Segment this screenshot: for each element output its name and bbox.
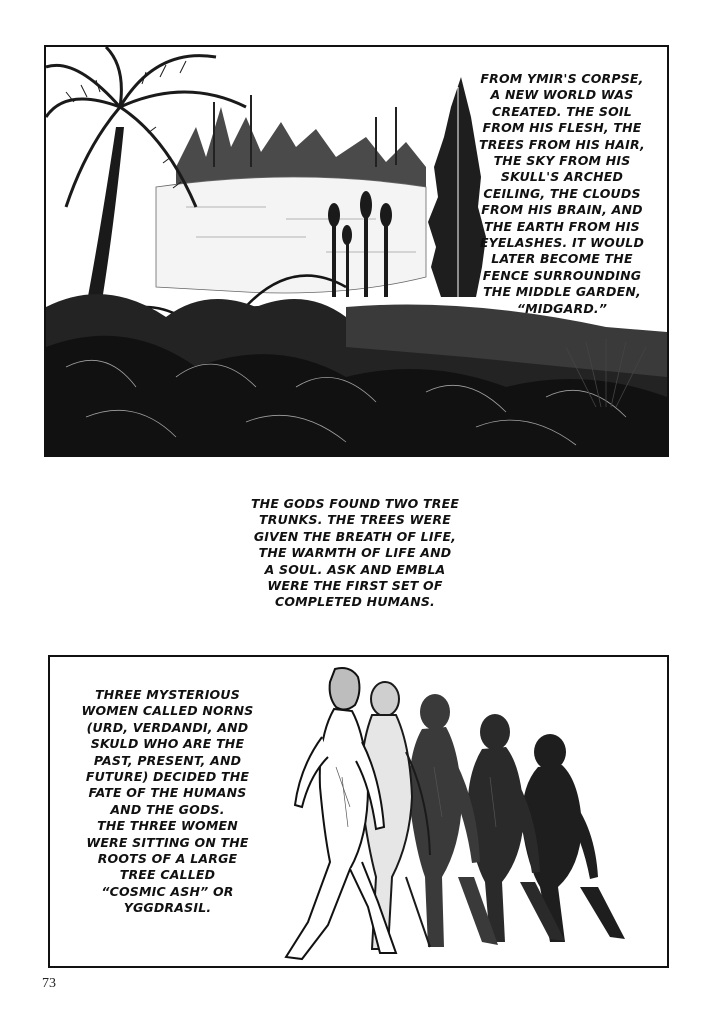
ask-embla-caption: THE GODS FOUND TWO TREE TRUNKS. THE TREES WERE GIVEN THE BREATH OF LIFE, THE WARMTH OF LIFE AND A SOUL. ASK AND EMBLA WERE THE FIRST SET OF COMPLETED HUMANS. [250, 496, 460, 610]
norns-caption: THREE MYSTERIOUS WOMEN CALLED NORNS (URD, VERDANDI, AND SKULD WHO ARE THE PAST, PRESENT, AND FUTURE) DECIDED THE FATE OF THE HUMANS AND THE GODS. THE THREE WOMEN WERE SITTING ON THE ROOTS OF A LARGE TREE CALLED “COSMIC ASH” OR YGGDRASIL. [81, 687, 254, 916]
landscape-panel [44, 45, 669, 457]
landscape-caption: FROM YMIR'S CORPSE, A NEW WORLD WAS CREATED. THE SOIL FROM HIS FLESH, THE TREES FROM HIS HAIR, THE SKY FROM HIS SKULL'S ARCHED CEILING, THE CLOUDS FROM HIS BRAIN, AND THE EARTH FROM HIS EYELASHES. IT WOULD LATER BECOME THE FENCE SURROUNDING THE MIDDLE GARDEN, “MIDGARD.” [478, 71, 646, 316]
page-number: 73 [42, 976, 56, 991]
evolution-panel [48, 655, 669, 968]
